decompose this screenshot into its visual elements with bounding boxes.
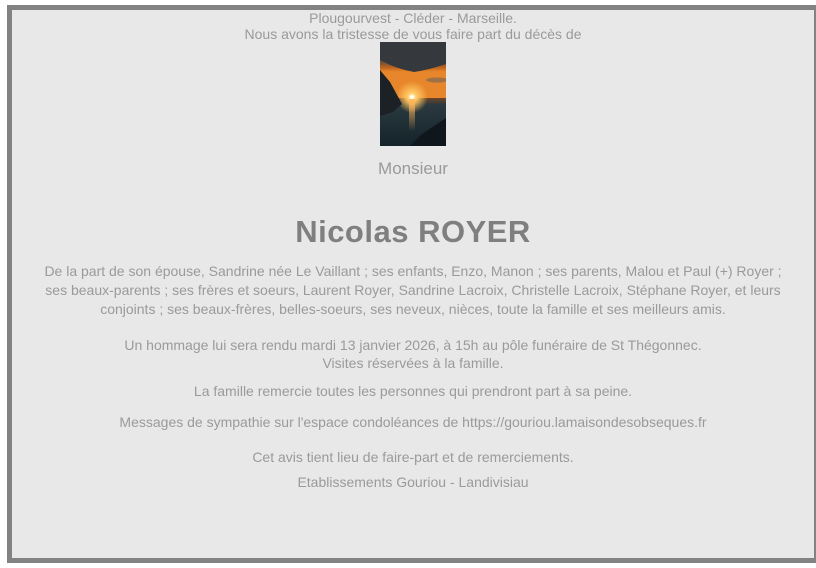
condolences-line: Messages de sympathie sur l'espace condoléances de https://gouriou.lamaisondesobseques.fr — [119, 413, 707, 430]
locations-line: Plougourvest - Cléder - Marseille. — [309, 10, 517, 26]
notice-line: Cet avis tient lieu de faire-part et de remerciements. — [252, 449, 574, 465]
ceremony-visits-line: Visites réservées à la famille. — [322, 354, 504, 371]
family-paragraph: De la part de son épouse, Sandrine née Le Vaillant ; ses enfants, Enzo, Manon ; ses parents, Malou et Paul (+) Royer ; ses beaux-parents ; ses frères et soeurs, Laurent Royer, Sandrine Lacroix, Christelle Lacroix, Stéphane Royer, et leurs conjoints ; ses beaux-frères, belles-soeurs, ses neveux, nièces, toute la famille et ses meilleurs amis. — [44, 263, 782, 317]
obituary-card — [7, 5, 816, 563]
intro-line: Nous avons la tristesse de vous faire part du décès de — [244, 26, 582, 42]
sunset-photo — [380, 42, 446, 146]
civility-line: Monsieur — [378, 159, 448, 178]
sunset-photo-image — [380, 42, 446, 146]
funeral-home-line: Etablissements Gouriou - Landivisiau — [297, 473, 529, 490]
ceremony-paragraph — [17, 337, 809, 372]
ceremony-date-line: Un hommage lui sera rendu mardi 13 janvier 2026, à 15h au pôle funéraire de St Thégonnec. — [124, 337, 702, 353]
deceased-name: Nicolas ROYER — [295, 214, 531, 249]
thanks-line: La famille remercie toutes les personnes qui prendront part à sa peine. — [193, 383, 633, 399]
